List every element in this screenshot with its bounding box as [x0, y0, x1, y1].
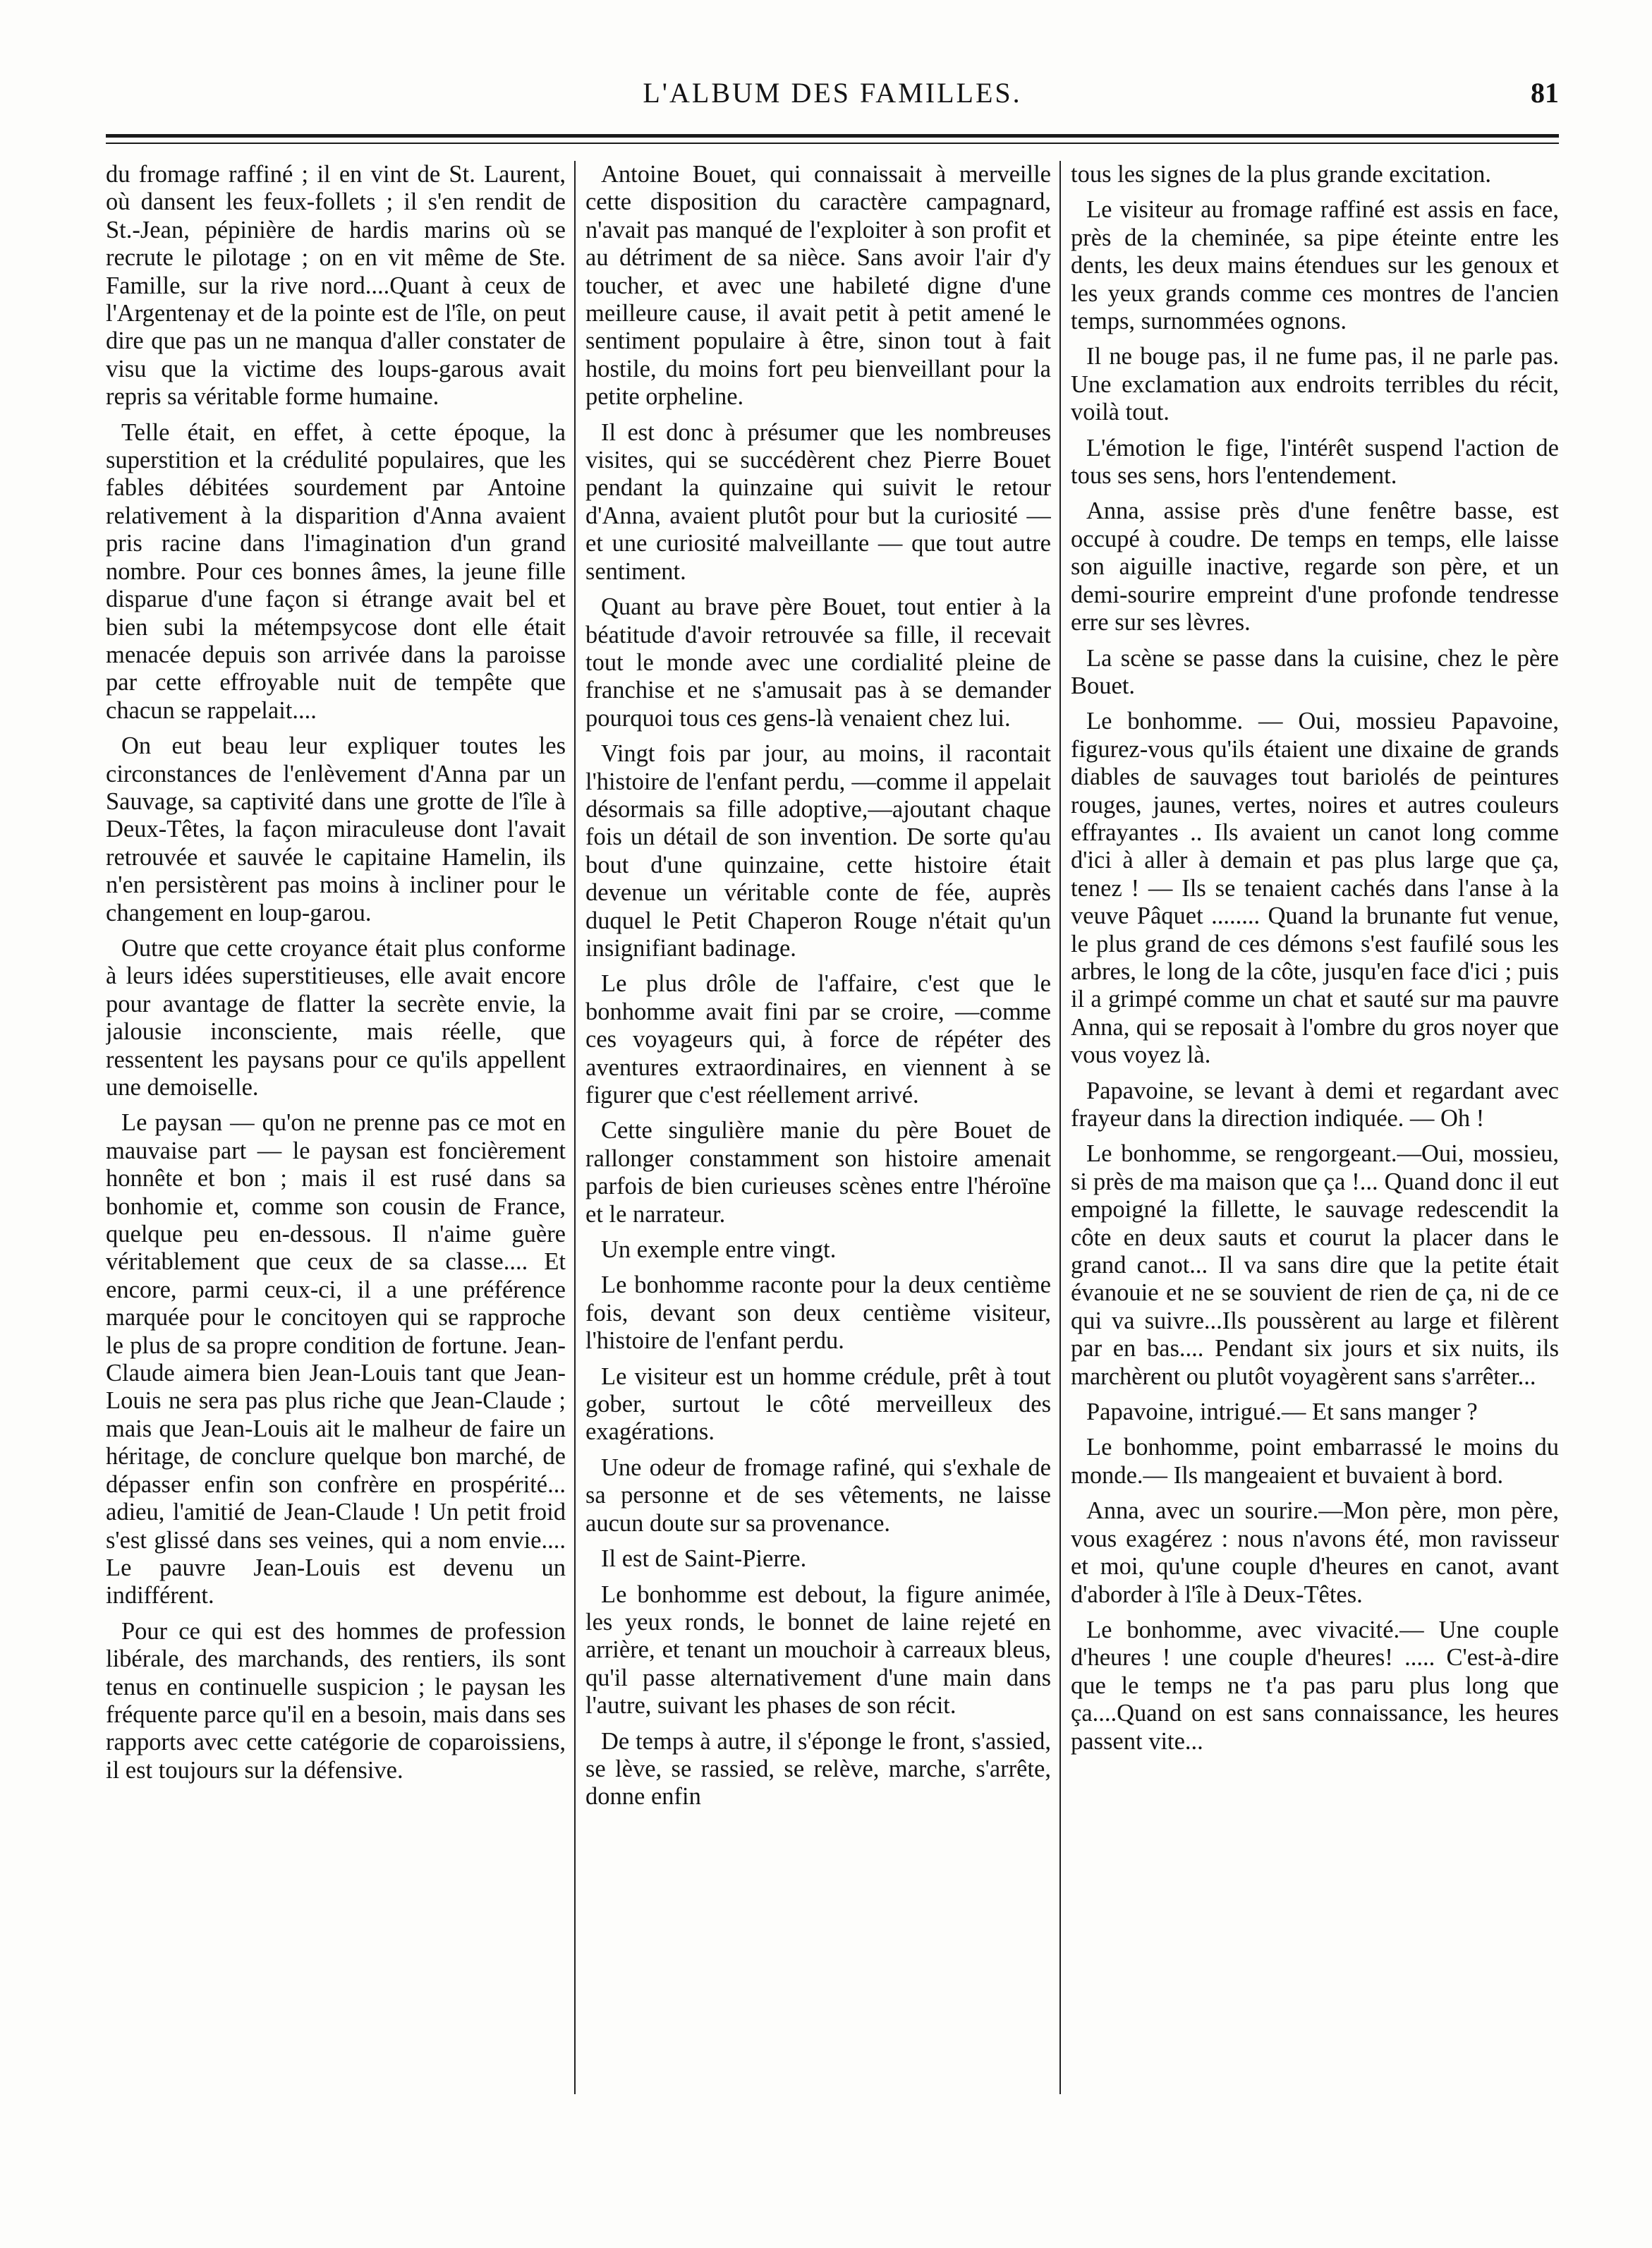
paragraph: Anna, assise près d'une fenêtre basse, est occupé à coudre. De temps en temps, elle laisse son aiguille inactive, regarde son père, et un demi-sourire empreint d'une profonde tendresse erre sur ses lèvres. [1071, 497, 1559, 636]
paragraph: Pour ce qui est des hommes de profession libérale, des marchands, des rentiers, ils sont tenus en continuelle suspicion ; le paysan les fréquente parce qu'il en a besoin, mais dans ses rapports avec cette catégorie de coparoissiens, il est toujours sur la défensive. [106, 1617, 566, 1784]
paragraph: Un exemple entre vingt. [601, 1236, 837, 1264]
text-column-2 [585, 161, 1051, 2165]
header-rule-thick [106, 134, 1559, 138]
paragraph: Il ne bouge pas, il ne fume pas, il ne parle pas. Une exclamation aux endroits terribles du récit, voilà tout. [1071, 343, 1559, 426]
paragraph: Le paysan — qu'on ne prenne pas ce mot en mauvaise part — le paysan est foncièrement honnête et bon ; mais il est rusé dans sa bonhomie et, comme son cousin de France, quelque peu en-dessous. Il n'aime guère véritablement que ceux de sa classe.... Et encore, parmi ceux-ci, il a une préférence marquée pour le concitoyen qui se rapproche le plus de sa propre condition de fortune. Jean-Claude aimera bien Jean-Louis tant que Jean-Louis ne sera pas plus riche que Jean-Claude ; mais que Jean-Louis ait le malheur de faire un héritage, de conclure quelque bon marché, de dépasser enfin son confrère en prospérité... adieu, l'amitié de Jean-Claude ! Un petit froid s'est glissé dans ses veines, qui a nom envie.... Le pauvre Jean-Louis est devenu un indifférent. [106, 1109, 566, 1609]
paragraph: Telle était, en effet, à cette époque, la superstition et la crédulité populaires, que les fables débitées sourdement par Antoine relativement à la disparition d'Anna avaient pris racine dans l'imagination d'un grand nombre. Pour ces bonnes âmes, la jeune fille disparue d'une façon si étrange avait bel et bien subi la métempsycose dont elle était menacée depuis son arrivée dans la paroisse par cette effroyable nuit de tempête que chacun se rappelait.... [106, 418, 566, 724]
page-number: 81 [1531, 77, 1559, 109]
paragraph: On eut beau leur expliquer toutes les circonstances de l'enlèvement d'Anna par un Sauvage, sa captivité dans une grotte de l'île à Deux-Têtes, la façon miraculeuse dont l'avait retrouvée et sauvée le capitaine Hamelin, ils n'en persistèrent pas moins à incliner pour le changement en loup-garou. [106, 732, 566, 926]
paragraph: tous les signes de la plus grande excitation. [1071, 161, 1491, 188]
running-title: L'ALBUM DES FAMILLES. [643, 77, 1022, 109]
paragraph: Antoine Bouet, qui connaissait à merveille cette disposition du caractère campagnard, n'avait pas manqué de l'exploiter à son profit et au détriment de sa nièce. Sans avoir l'air d'y toucher, et avec une habileté digne d'une meilleure cause, il avait petit à petit amené le sentiment populaire à être, sinon tout à fait hostile, du moins fort peu bienveillant pour la petite orpheline. [585, 161, 1051, 411]
dialogue-paragraph: Papavoine, intrigué.— Et sans manger ? [1086, 1398, 1478, 1426]
paragraph: Le plus drôle de l'affaire, c'est que le bonhomme avait fini par se croire, —comme ces voyageurs qui, à force de répéter des aventures extraordinaires, en viennent à se figurer que c'est réellement arrivé. [585, 970, 1051, 1108]
dialogue-paragraph: Le bonhomme. — Oui, mossieu Papavoine, figurez-vous qu'ils étaient une dixaine de grands diables de sauvages tout bariolés de peintures rouges, jaunes, vertes, noires et autres couleurs effrayantes .. Ils avaient un canot long comme d'ici à aller à demain et pas plus large que ça, tenez ! — Ils se tenaient cachés dans l'anse à la veuve Pâquet ........ Quand la brunante fut venue, le plus grand de ces démons s'est faufilé sous les arbres, le long de la côte, jusqu'en face d'ici ; puis il a grimpé comme un chat et sauté sur ma pauvre Anna, qui se reposait à l'ombre du gros noyer que vous voyez là. [1071, 708, 1559, 1069]
paragraph: Il est de Saint-Pierre. [601, 1545, 807, 1573]
paragraph: du fromage raffiné ; il en vint de St. Laurent, où dansent les feux-follets ; il s'en rendit de St.-Jean, pépinière de hardis marins où se recrute le pilotage ; on en vit même de Ste. Famille, sur la rive nord....Quant à ceux de l'Argentenay et de la pointe est de l'île, on peut dire que pas un ne manqua d'aller constater de visu que la victime des loups-garous avait repris sa véritable forme humaine. [106, 161, 566, 411]
paragraph: De temps à autre, il s'éponge le front, s'assied, se lève, se rassied, se relève, marche, s'arrête, donne enfin [585, 1727, 1051, 1811]
header-rule-thin [106, 143, 1559, 144]
paragraph: Vingt fois par jour, au moins, il racontait l'histoire de l'enfant perdu, —comme il appelait désormais sa fille adoptive,—ajoutant chaque fois un détail de son invention. De sorte qu'au bout d'une quinzaine, cette histoire était devenue un véritable conte de fée, auprès duquel le Petit Chaperon Rouge n'était qu'un insignifiant badinage. [585, 740, 1051, 962]
dialogue-paragraph: Anna, avec un sourire.—Mon père, mon père, vous exagérez : nous n'avons été, mon ravisseur et moi, qu'une couple d'heures en canot, avant d'aborder à l'île à Deux-Têtes. [1071, 1497, 1559, 1608]
dialogue-paragraph: Le bonhomme, point embarrassé le moins du monde.— Ils mangeaient et buvaient à bord. [1071, 1434, 1559, 1489]
dialogue-paragraph: Le bonhomme, avec vivacité.— Une couple d'heures ! une couple d'heures! ..... C'est-à-dire que le temps ne t'a pas paru plus long que ça....Quand on est sans connaissance, les heures passent vite... [1071, 1616, 1559, 1755]
text-column-1 [106, 161, 566, 2165]
page-header [106, 76, 1559, 120]
paragraph: La scène se passe dans la cuisine, chez le père Bouet. [1071, 644, 1559, 699]
paragraph: Cette singulière manie du père Bouet de rallonger constamment son histoire amenait parfois de bien curieuses scènes entre l'héroïne et le narrateur. [585, 1117, 1051, 1228]
dialogue-paragraph: Papavoine, se levant à demi et regardant avec frayeur dans la direction indiquée. — Oh ! [1071, 1077, 1559, 1132]
paragraph: Quant au brave père Bouet, tout entier à la béatitude d'avoir retrouvée sa fille, il recevait tout le monde avec une cordialité pleine de franchise et ne s'amusait pas à se demander pourquoi tous ces gens-là venaient chez lui. [585, 593, 1051, 732]
paragraph: Le bonhomme raconte pour la deux centième fois, devant son deux centième visiteur, l'histoire de l'enfant perdu. [585, 1271, 1051, 1355]
paragraph: Le visiteur au fromage raffiné est assis en face, près de la cheminée, sa pipe éteinte entre les dents, les deux mains étendues sur les genoux et les yeux grands comme ces montres de l'ancien temps, surnommées ognons. [1071, 196, 1559, 335]
paragraph: L'émotion le fige, l'intérêt suspend l'action de tous ses sens, hors l'entendement. [1071, 434, 1559, 490]
column-divider-1 [574, 161, 576, 2094]
text-column-3 [1071, 161, 1559, 2165]
paragraph: Le visiteur est un homme crédule, prêt à tout gober, surtout le côté merveilleux des exagérations. [585, 1362, 1051, 1446]
paragraph: Il est donc à présumer que les nombreuses visites, qui se succédèrent chez Pierre Bouet pendant la quinzaine qui suivit le retour d'Anna, avaient plutôt pour but la curiosité — et une curiosité malveillante — que tout autre sentiment. [585, 418, 1051, 585]
column-divider-2 [1059, 161, 1061, 2094]
paragraph: Le bonhomme est debout, la figure animée, les yeux ronds, le bonnet de laine rejeté en arrière, et tenant un mouchoir à carreaux bleus, qu'il passe alternativement d'une main dans l'autre, suivant les phases de son récit. [585, 1581, 1051, 1720]
paragraph: Outre que cette croyance était plus conforme à leurs idées superstitieuses, elle avait encore pour avantage de flatter la secrète envie, la jalousie inconsciente, mais réelle, que ressentent les paysans pour ce qu'ils appellent une demoiselle. [106, 934, 566, 1101]
dialogue-paragraph: Le bonhomme, se rengorgeant.—Oui, mossieu, si près de ma maison que ça !... Quand donc il eut empoigné la fillette, le sauvage redescendit la côte en deux sauts et courut la placer dans le grand canot... Il va sans dire que la petite était évanouie et ne se souvient de rien de ça, ni de ce qui va suivre...Ils poussèrent au large et filèrent par en bas.... Pendant six jours et six nuits, ils marchèrent ou plutôt voyagèrent sans s'arrêter... [1071, 1140, 1559, 1390]
paragraph: Une odeur de fromage rafiné, qui s'exhale de sa personne et de ses vêtements, ne laisse aucun doute sur sa provenance. [585, 1454, 1051, 1537]
